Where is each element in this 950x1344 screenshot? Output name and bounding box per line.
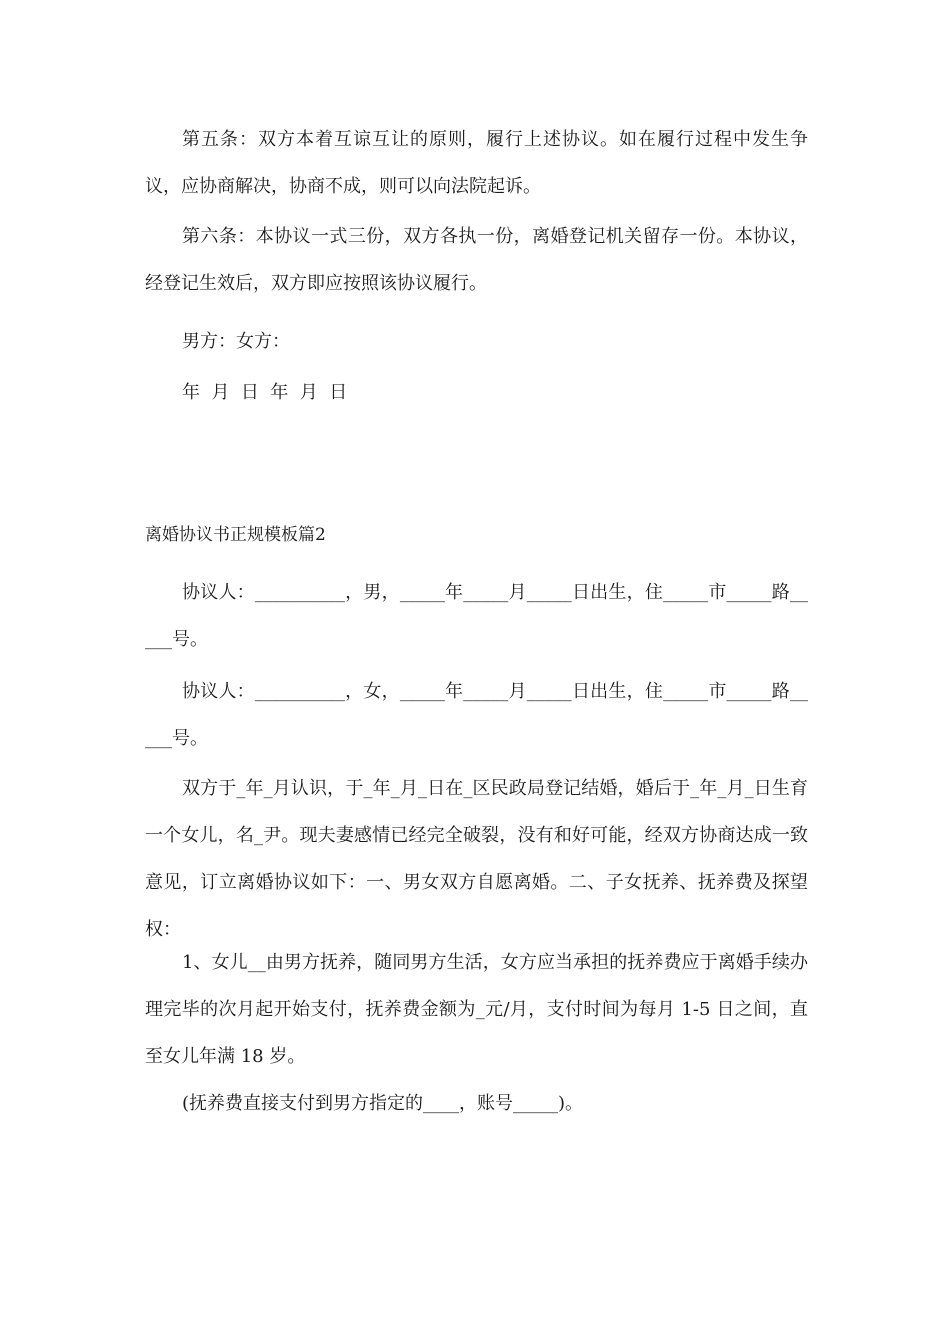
date-line: 年 月 日 年 月 日 xyxy=(182,382,348,403)
party-male-paragraph: 协议人：__________，男，_____年_____月_____日出生，住_____市_____路_____号。 xyxy=(145,582,808,650)
intro-paragraph: 双方于_年_月认识，于_年_月_日在_区民政局登记结婚，婚后于_年_月_日生育一个女儿，名_尹。现夫妻感情已经完全破裂，没有和好可能，经双方协商达成一致意见，订立离婚协议如下：一、男女双方自愿离婚。二、子女抚养、抚养费及探望权： xyxy=(145,778,808,940)
signature-line: 男方：女方： xyxy=(182,331,290,352)
payment-note-paragraph: (抚养费直接支付到男方指定的____，账号_____)。 xyxy=(182,1093,584,1114)
child-support-paragraph: 1、女儿__由男方抚养，随同男方生活，女方应当承担的抚养费应于离婚手续办理完毕的次月起开始支付，抚养费金额为_元/月，支付时间为每月 1-5 日之间，直至女儿年满 18 岁。 xyxy=(145,952,808,1067)
article-5-paragraph: 第五条：双方本着互谅互让的原则，履行上述协议。如在履行过程中发生争议，应协商解决，协商不成，则可以向法院起诉。 xyxy=(145,129,808,197)
article-6-paragraph: 第六条：本协议一式三份，双方各执一份，离婚登记机关留存一份。本协议，经登记生效后，双方即应按照该协议履行。 xyxy=(145,226,808,294)
party-female-paragraph: 协议人：__________，女，_____年_____月_____日出生，住_____市_____路_____号。 xyxy=(145,681,808,749)
section-title: 离婚协议书正规模板篇2 xyxy=(145,525,326,545)
